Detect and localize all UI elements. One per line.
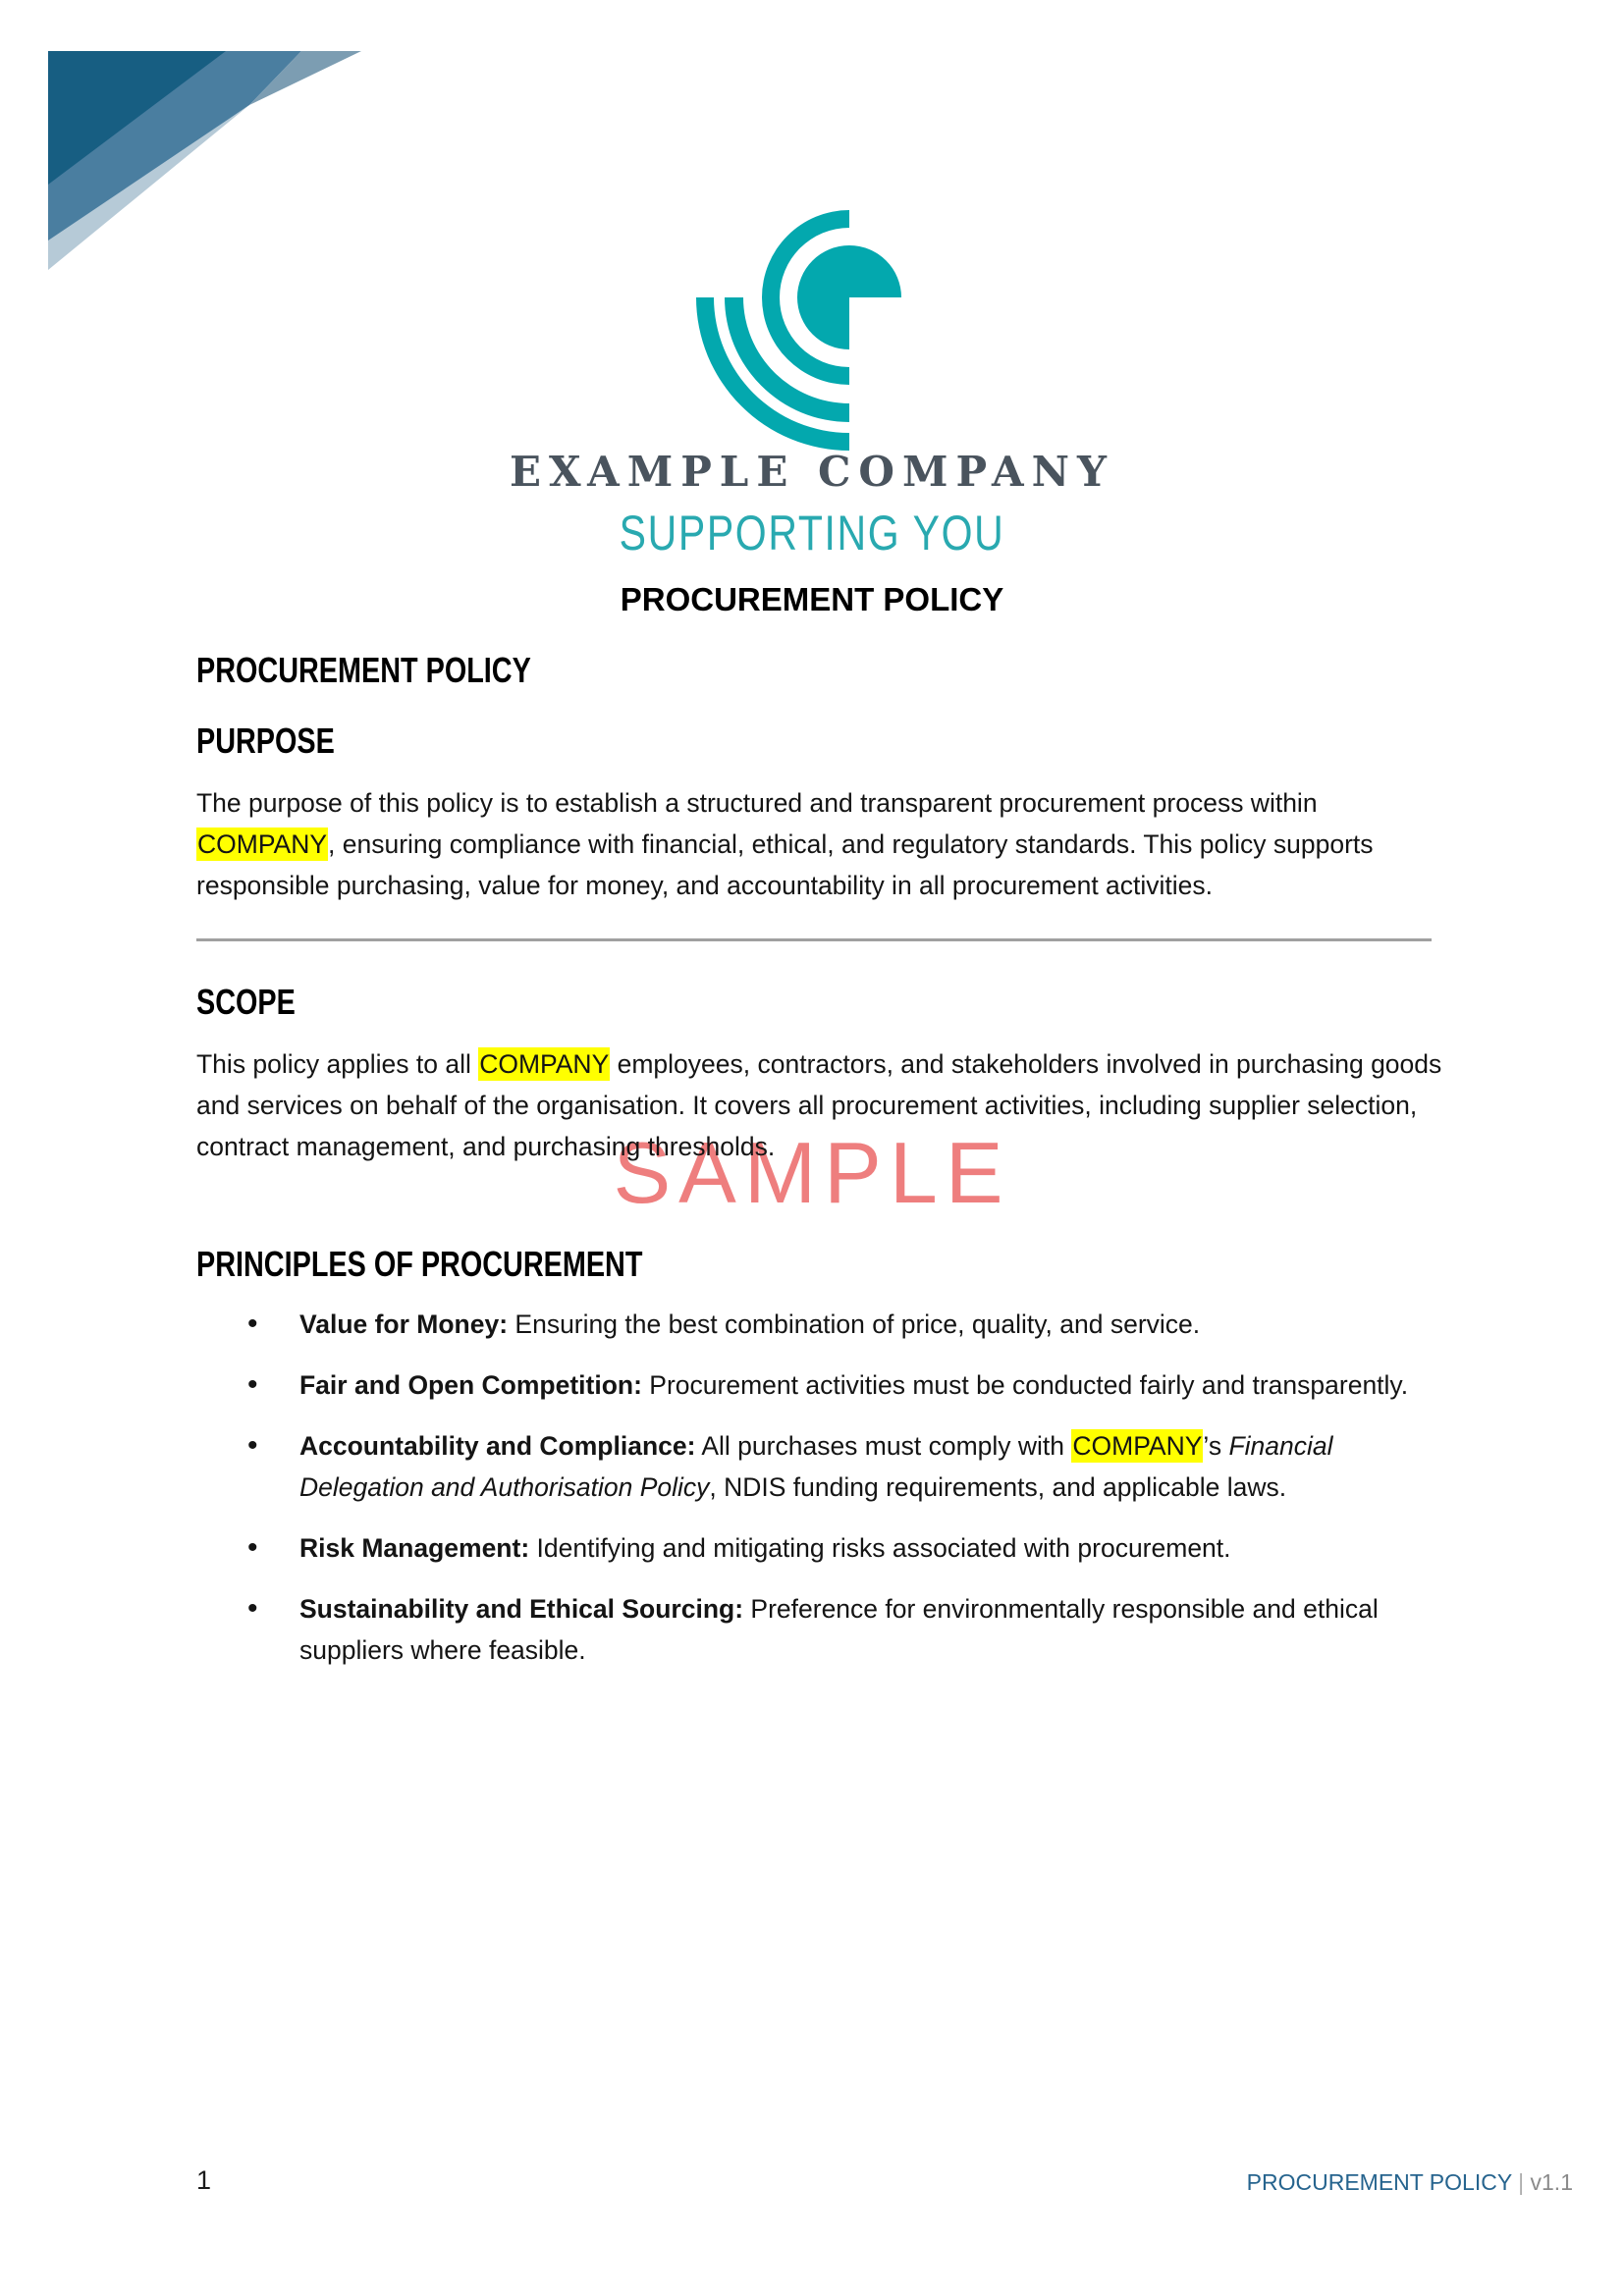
footer-version: v1.1 xyxy=(1530,2169,1573,2195)
company-tagline: SUPPORTING YOU xyxy=(619,506,1005,561)
bullet-text: ’s xyxy=(1203,1431,1229,1461)
corner-decoration-graphic xyxy=(48,51,361,270)
heading-principles: PRINCIPLES OF PROCUREMENT xyxy=(196,1244,643,1284)
principles-list xyxy=(196,1304,1453,1671)
page-number: 1 xyxy=(196,2165,212,2195)
heading-purpose: PURPOSE xyxy=(196,721,335,761)
sample-watermark: SAMPLE xyxy=(613,1124,1011,1221)
list-item-risk-management xyxy=(196,1527,1453,1569)
list-item-accountability xyxy=(196,1425,1453,1508)
purpose-text-1: The purpose of this policy is to establish a structured and transparent procurement process within xyxy=(196,788,1318,818)
list-item-fair-competition xyxy=(196,1364,1453,1406)
bullet-label: Sustainability and Ethical Sourcing: xyxy=(299,1594,744,1624)
bullet-text: Procurement activities must be conducted fairly and transparently. xyxy=(641,1370,1409,1400)
bullet-label: Risk Management: xyxy=(299,1533,530,1563)
bullet-text: Ensuring the best combination of price, quality, and service. xyxy=(508,1309,1201,1339)
document-title: PROCUREMENT POLICY xyxy=(620,581,1004,617)
company-highlight: COMPANY xyxy=(479,1049,610,1079)
document-body xyxy=(196,650,1453,1690)
company-highlight: COMPANY xyxy=(197,829,328,859)
scope-text-2: employees, contractors, and stakeholders involved in purchasing goods and services on behalf of the organisation. It covers all procurement activities, including supplier selection, contract management, and purchasing thresholds. xyxy=(196,1049,1442,1161)
bullet-text: Identifying and mitigating risks associated with procurement. xyxy=(529,1533,1231,1563)
purpose-text-2: , ensuring compliance with financial, ethical, and regulatory standards. This policy supports responsible purchasing, value for money, and accountability in all procurement activities. xyxy=(196,829,1374,900)
footer-doc-name: PROCUREMENT POLICY xyxy=(1246,2169,1512,2195)
bullet-text: Preference for environmentally responsible and ethical suppliers where feasible. xyxy=(299,1594,1379,1665)
bullet-label: Accountability and Compliance: xyxy=(299,1431,696,1461)
list-item-sustainability xyxy=(196,1588,1453,1671)
bullet-text: All purchases must comply with xyxy=(695,1431,1072,1461)
heading-scope: SCOPE xyxy=(196,982,296,1022)
section-divider xyxy=(196,938,1432,941)
list-item-value-for-money xyxy=(196,1304,1453,1345)
footer-separator: | xyxy=(1511,2169,1531,2195)
heading-procurement-policy: PROCUREMENT POLICY xyxy=(196,650,531,690)
purpose-paragraph xyxy=(196,782,1453,906)
bullet-label: Fair and Open Competition: xyxy=(299,1370,642,1400)
company-name: EXAMPLE COMPANY xyxy=(510,448,1114,496)
policy-reference-italic: Financial Delegation and Authorisation Policy xyxy=(299,1431,1333,1502)
bullet-label: Value for Money: xyxy=(299,1309,509,1339)
company-logo-icon xyxy=(694,208,906,453)
footer-doc-info xyxy=(1247,2169,1573,2196)
scope-paragraph xyxy=(196,1043,1453,1167)
company-highlight: COMPANY xyxy=(1072,1431,1203,1461)
bullet-text: , NDIS funding requirements, and applicable laws. xyxy=(709,1472,1287,1502)
scope-text-1: This policy applies to all xyxy=(196,1049,479,1079)
